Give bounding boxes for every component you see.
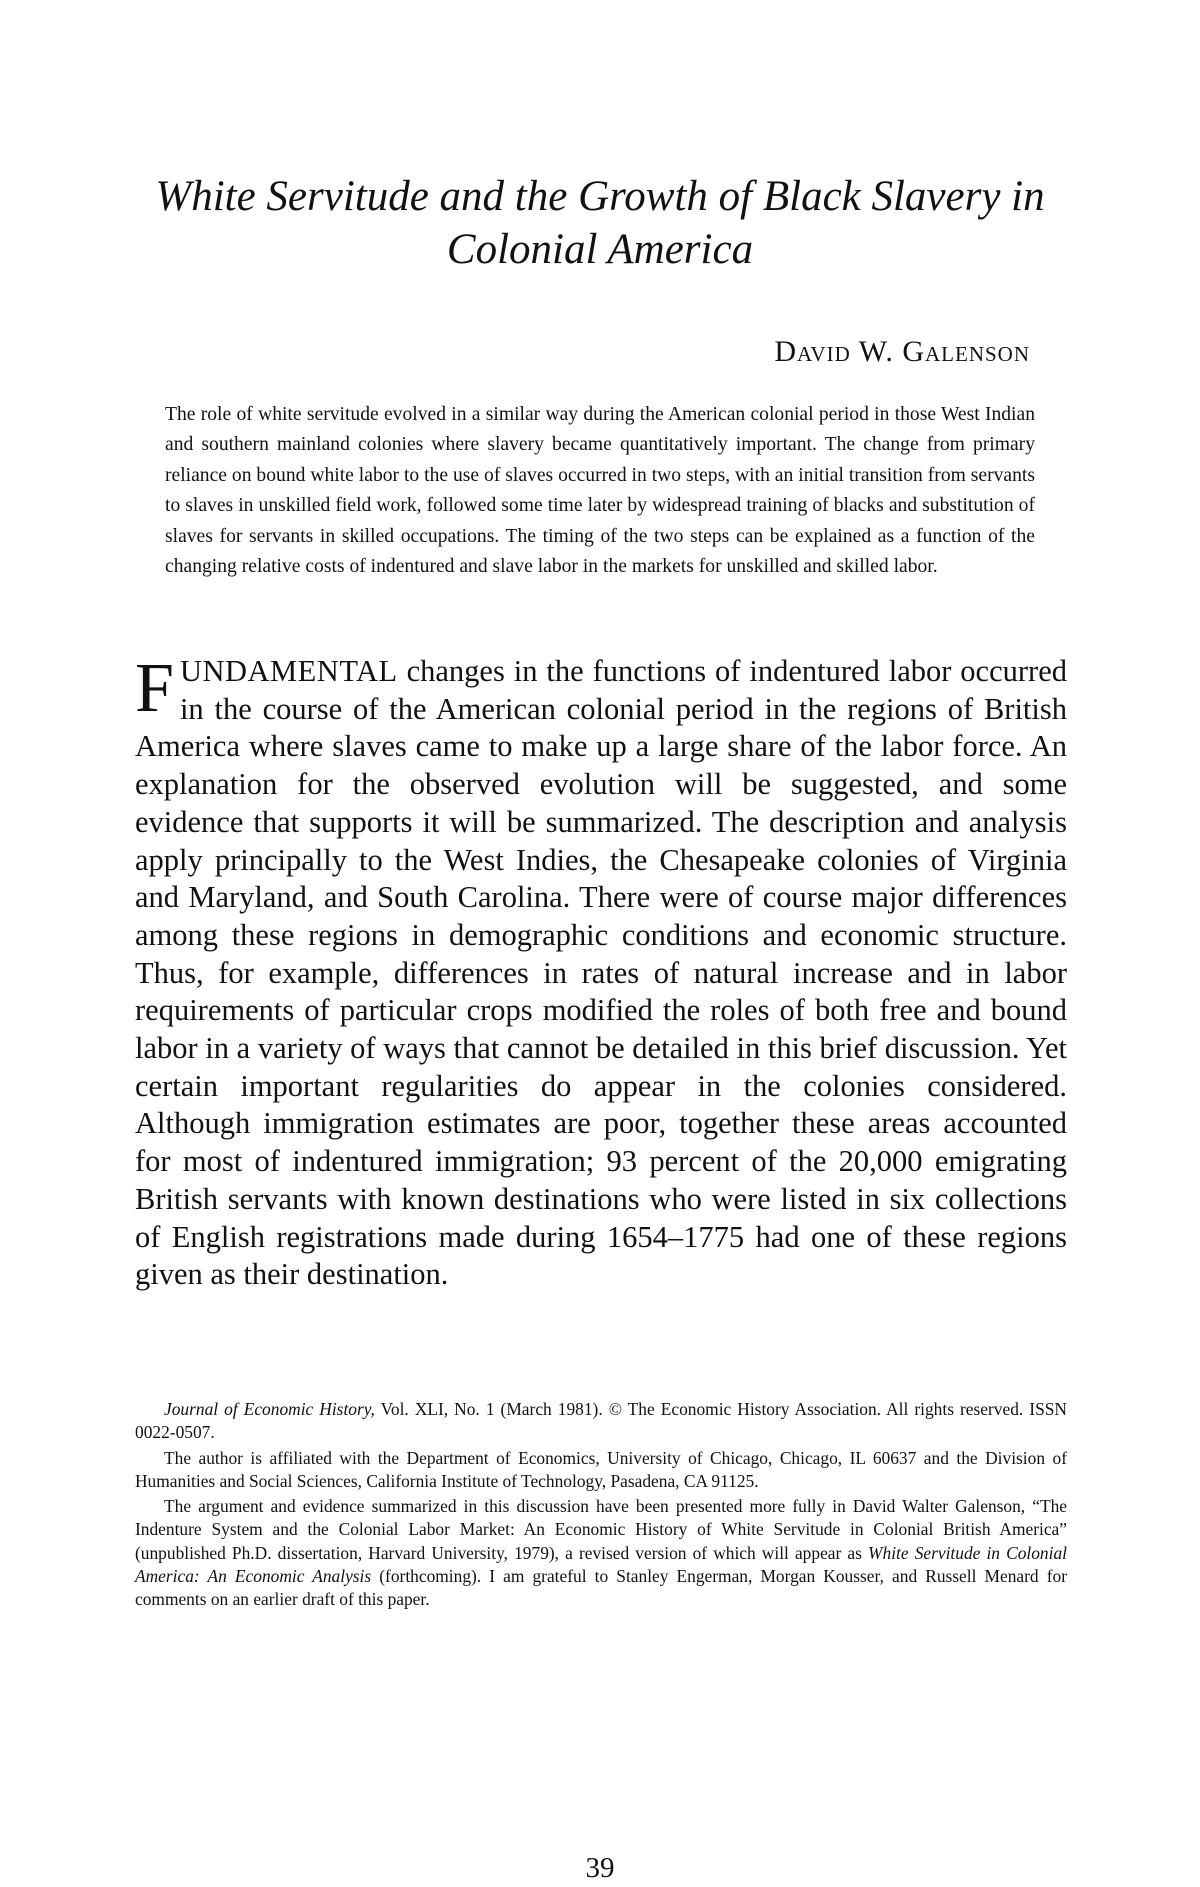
acknowledgment-text-2: (forthcoming). I am grateful to Stanley Engerman, Morgan Kousser, and Russell Menard for comments on an earlier draft of this paper. <box>135 1566 1067 1610</box>
acknowledgment-text-1: The argument and evidence summarized in this discussion have been presented more fully in David Walter Galenson, “The Indenture System and the Colonial Labor Market: An Economic History of White Servitude in Colonial British America” (unpublished Ph.D. dissertation, Harvard University, 1979), a revised version of which will appear as <box>135 1496 1067 1563</box>
footnote-acknowledgment <box>135 1495 1067 1611</box>
journal-name: Journal of Economic History, <box>164 1399 375 1419</box>
page-number: 39 <box>585 1852 615 1884</box>
body-paragraph <box>135 650 1067 1294</box>
lead-word: UNDAMENTAL <box>179 654 398 688</box>
citation-details: Vol. XLI, No. 1 (March 1981). © The Economic History Association. All rights reserved. ISSN 0022-0507. <box>135 1399 1067 1443</box>
book-title: White Servitude in Colonial America: An Economic Analysis <box>135 1542 1067 1587</box>
author-name: David W. Galenson <box>774 335 1030 368</box>
abstract: The role of white servitude evolved in a similar way during the American colonial period in those West Indian and southern mainland colonies where slavery became quantitatively important. The change from primary reliance on bound white labor to the use of slaves occurred in two steps, with an initial transition from servants to slaves in unskilled field work, followed some time later by widespread training of blacks and substitution of slaves for servants in skilled occupations. The timing of the two steps can be explained as a function of the changing relative costs of indentured and slave labor in the markets for unskilled and skilled labor. <box>165 404 1035 578</box>
body-text: changes in the functions of indentured labor occurred in the course of the American colonial period in the regions of British America where slaves came to make up a large share of the labor force. An explanation for the observed evolution will be suggested, and some evidence that supports it will be summarized. The description and analysis apply principally to the West Indies, the Chesapeake colonies of Virginia and Maryland, and South Carolina. There were of course major differences among these regions in demographic conditions and economic structure. Thus, for example, differences in rates of natural increase and in labor requirements of particular crops modified the roles of both free and bound labor in a variety of ways that cannot be detailed in this brief discussion. Yet certain important regularities do appear in the colonies considered. Although immigration estimates are poor, together these areas accounted for most of indentured immigration; 93 percent of the 20,000 emigrating British servants with known destinations who were listed in six collections of English registrations made during 1654–1775 had one of these regions given as their destination. <box>135 654 1067 1292</box>
article-title: White Servitude and the Growth of Black Slavery in Colonial America <box>155 173 1045 273</box>
footnote-affiliation: The author is affiliated with the Department of Economics, University of Chicago, Chicago, IL 60637 and the Division of Humanities and Social Sciences, California Institute of Technology, Pasadena, CA 91125. <box>135 1447 1067 1491</box>
footnotes <box>135 1398 1067 1612</box>
footnote-citation <box>135 1398 1067 1445</box>
drop-cap: F <box>135 650 174 727</box>
